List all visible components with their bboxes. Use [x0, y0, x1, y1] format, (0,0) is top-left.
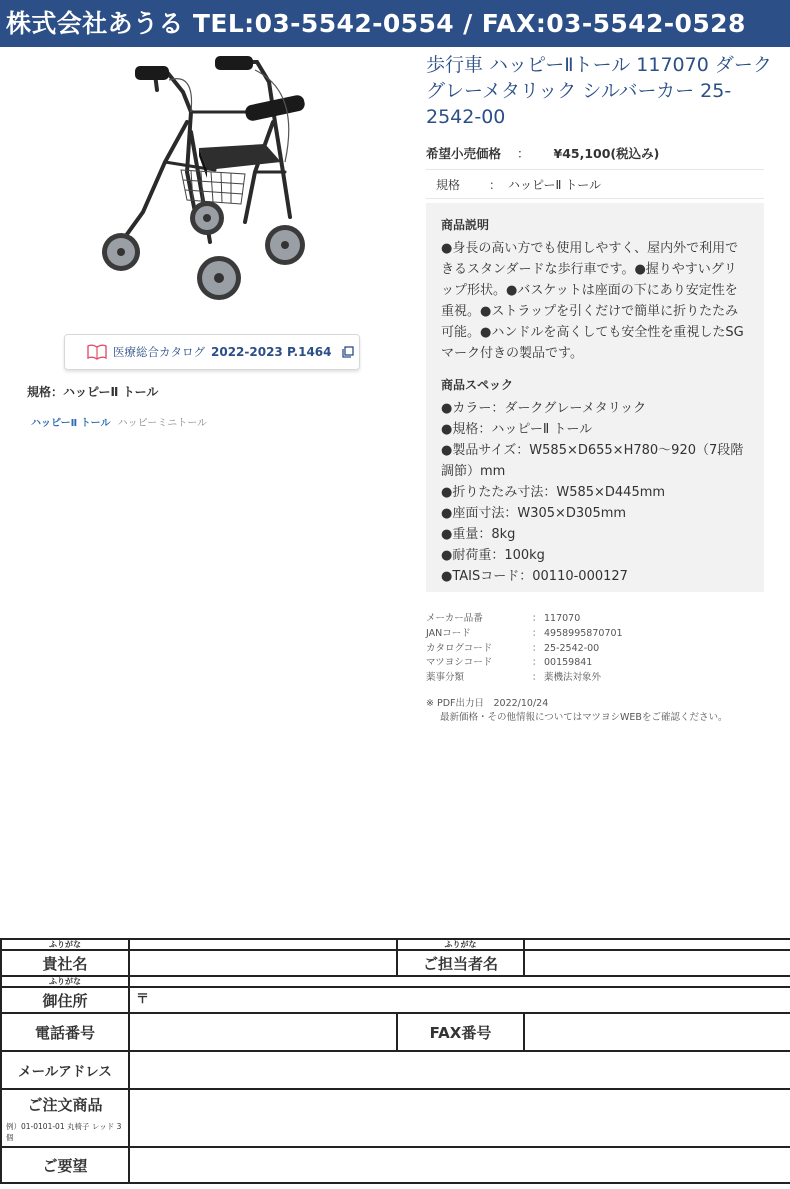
variant-list [31, 414, 207, 429]
meta-row [426, 671, 766, 686]
fax-label: FAX番号 [397, 1013, 524, 1051]
phone-field[interactable] [129, 1013, 397, 1051]
spec-heading: 商品スペック [441, 378, 514, 392]
catalog-label: 医療総合カタログ [113, 345, 205, 359]
spec-item: ●座面寸法：W305×D305mm [441, 506, 627, 521]
pdf-note [426, 697, 727, 724]
book-icon [87, 344, 107, 360]
meta-value: 4958995870701 [544, 627, 623, 639]
meta-table [426, 612, 766, 686]
meta-colon: ： [532, 627, 542, 639]
furigana-label: ふりがな [397, 939, 524, 950]
meta-key: カタログコード [426, 642, 493, 654]
person-furigana-field[interactable] [524, 939, 790, 950]
address-label: 御住所 [1, 987, 129, 1013]
order-label-cell [1, 1089, 129, 1147]
meta-key: メーカー品番 [426, 613, 483, 624]
request-label: ご要望 [1, 1147, 129, 1183]
spec-item: ●TAISコード：00110-000127 [441, 569, 628, 584]
meta-row [426, 627, 766, 642]
meta-key: マツヨシコード [426, 657, 493, 669]
furigana-label: ふりがな [1, 939, 129, 950]
price-colon: ： [517, 146, 530, 161]
address-field[interactable] [129, 987, 790, 1013]
spec-label: 規格 [436, 178, 461, 192]
meta-value: 薬機法対象外 [544, 672, 602, 684]
order-label: ご注文商品 [27, 1096, 103, 1114]
spec-value: ハッピーⅡ トール [508, 178, 602, 192]
meta-value: 25-2542-00 [544, 642, 600, 654]
person-field[interactable] [524, 950, 790, 976]
company-field[interactable] [129, 950, 397, 976]
meta-colon: ： [532, 672, 542, 684]
spec-colon: ： [489, 178, 502, 192]
spec-row [426, 169, 764, 199]
company-label: 貴社名 [1, 950, 129, 976]
spec-item: ●製品サイズ：W585×D655×H780～920（7段階調節）mm [441, 443, 744, 479]
left-spec-label: 規格：ハッピーⅡ トール [27, 385, 159, 399]
spec-item: ●規格：ハッピーⅡ トール [441, 422, 593, 437]
meta-colon: ： [532, 613, 542, 624]
catalog-page: 2022-2023 P.1464 [211, 345, 332, 359]
variant-link-tall[interactable]: ハッピーⅡ トール [31, 418, 111, 429]
meta-value: 117070 [544, 613, 581, 624]
order-form [0, 938, 790, 1189]
description-box [426, 203, 764, 592]
meta-row [426, 642, 766, 657]
spec-item: ●耐荷重：100kg [441, 548, 545, 563]
address-furigana-field[interactable] [129, 976, 790, 987]
meta-colon: ： [532, 657, 542, 669]
copy-icon[interactable] [342, 346, 354, 358]
catalog-button[interactable] [64, 334, 360, 370]
spec-item: ●重量：8kg [441, 527, 516, 542]
note-line-2: 最新価格・その他情報についてはマツヨシWEBをご確認ください。 [440, 711, 728, 723]
meta-row [426, 656, 766, 671]
phone-label: 電話番号 [1, 1013, 129, 1051]
spec-item: ●折りたたみ寸法：W585×D445mm [441, 485, 666, 500]
variant-link-mini[interactable]: ハッピーミニトール [117, 418, 208, 429]
meta-value: 00159841 [544, 657, 593, 669]
fax-field[interactable] [524, 1013, 790, 1051]
postal-mark: 〒 [136, 992, 150, 1007]
email-field[interactable] [129, 1051, 790, 1089]
meta-key: 薬事分類 [426, 672, 465, 684]
product-title: 歩行車 ハッピーⅡトール 117070 ダークグレーメタリック シルバーカー 25-2542-00 [426, 54, 772, 128]
note-line-1: ※ PDF出力日 2022/10/24 [426, 698, 549, 709]
email-label: メールアドレス [1, 1051, 129, 1089]
furigana-label: ふりがな [1, 976, 129, 987]
order-example: 例）01-0101-01 丸椅子 レッド 3個 [6, 1122, 122, 1142]
meta-key: JANコード [426, 627, 471, 639]
header-banner: 株式会社あうる TEL:03-5542-0554 / FAX:03-5542-0528 [0, 0, 790, 47]
person-label: ご担当者名 [397, 950, 524, 976]
request-field[interactable] [129, 1147, 790, 1183]
price-row [426, 144, 659, 162]
description-heading: 商品説明 [441, 218, 490, 232]
price-label: 希望小売価格 [426, 146, 502, 161]
meta-row [426, 612, 766, 627]
price-value: ¥45,100(税込み) [553, 146, 660, 161]
company-furigana-field[interactable] [129, 939, 397, 950]
description-text: ●身長の高い方でも使用しやすく、屋内外で利用できるスタンダードな歩行車です。●握りやすいグリップ形状。●バスケットは座面の下にあり安定性を重視。●ストラップを引くだけで簡単に折りたたみ可能。●ハンドルを高くしても安全性を重視したSGマーク付きの製品です。 [441, 241, 744, 361]
spec-item: ●カラー：ダークグレーメタリック [441, 401, 647, 416]
walker-image [95, 52, 320, 314]
meta-colon: ： [532, 642, 542, 654]
order-field[interactable] [129, 1089, 790, 1147]
